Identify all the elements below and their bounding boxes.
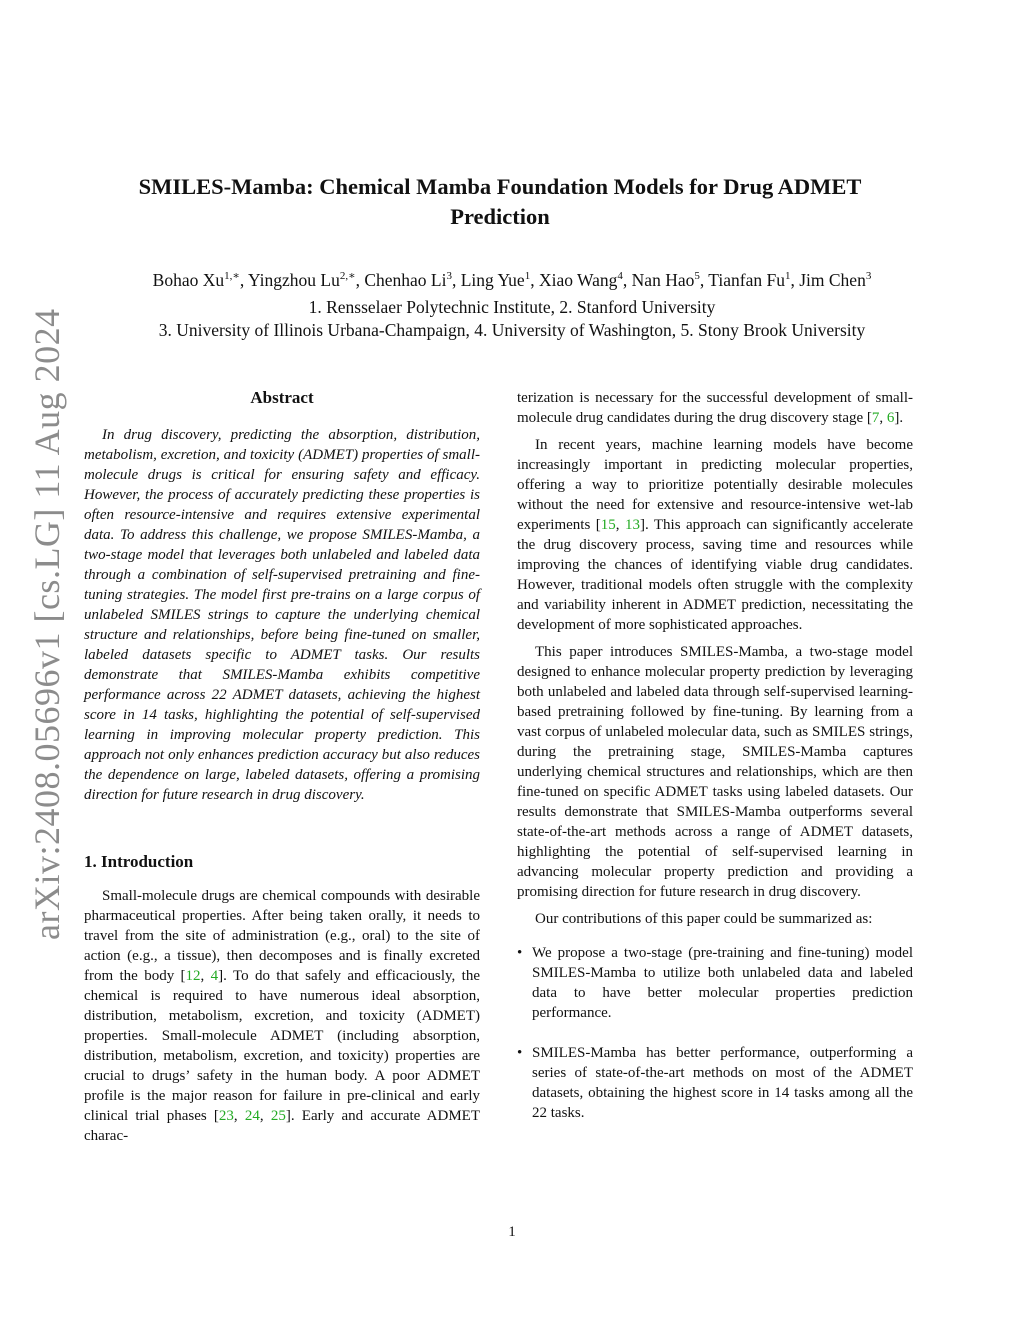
citation-link[interactable]: 15 <box>600 517 616 533</box>
author-name: Tianfan Fu <box>708 270 785 290</box>
citation-separator: , <box>259 1108 271 1124</box>
citation-link[interactable]: 12 <box>185 968 201 984</box>
page-number: 1 <box>508 1224 516 1240</box>
intro-paragraph-1 <box>84 886 480 1146</box>
affiliations-line-2: 3. University of Illinois Urbana-Champaign, 4. University of Washington, 5. Stony Brook University <box>158 320 866 340</box>
affiliations-line-1: 1. Rensselaer Polytechnic Institute, 2. Stanford University <box>308 297 716 317</box>
intro-paragraph-2 <box>517 435 913 635</box>
author-affiliation-mark: 2,∗ <box>339 270 356 283</box>
citation-separator: , <box>879 410 887 426</box>
author-name: Nan Hao <box>631 270 695 290</box>
paper-title: SMILES-Mamba: Chemical Mamba Foundation Models for Drug ADMET Prediction <box>138 174 862 229</box>
author-affiliation-mark: 4 <box>617 270 623 283</box>
citation-separator: , <box>200 968 211 984</box>
contributions-list <box>517 943 913 1123</box>
author-name: Jim Chen <box>799 270 866 290</box>
citation-link[interactable]: 7 <box>871 410 880 426</box>
author-affiliation-mark: 3 <box>446 270 452 283</box>
paragraph-text: ]. <box>894 410 904 426</box>
paragraph-text: In recent years, machine learning models have become increasingly important in predicting molecular properties, offering a way to prioritize potentially desirable molecules without the need for extensive and resource-intensive wet-lab experiments [ <box>517 437 913 533</box>
paragraph-text: ]. To do that safely and efficaciously, the chemical is required to have numerous ideal absorption, distribution, metabolism, excretion, and toxicity (ADMET) properties. Small-molecule ADMET (including absorption, distribution, metabolism, excretion, and toxicity) properties are crucial to drugs’ safety in the human body. A poor ADMET profile is the major reason for failure in pre-clinical and early clinical trial phases [ <box>84 968 480 1124</box>
citation-link[interactable]: 6 <box>886 410 895 426</box>
author-name: Chenhao Li <box>364 270 447 290</box>
list-item: • SMILES-Mamba has better performance, outperforming a series of state-of-the-art methods on most of the ADMET datasets, obtaining the highest score in 14 tasks among all the 22 tasks. <box>517 1043 913 1123</box>
paragraph-text: ]. This approach can significantly accelerate the drug discovery process, saving time and resources while improving the chances of identifying viable drug candidates. However, traditional models often struggle with the complexity and variability inherent in ADMET prediction, necessitating the development of more sophisticated approaches. <box>517 517 913 633</box>
list-item: • We propose a two-stage (pre-training and fine-tuning) model SMILES-Mamba to utilize both unlabeled data and labeled data to have better molecular properties prediction performance. <box>517 943 913 1023</box>
author-affiliation-mark: 3 <box>865 270 872 283</box>
author-affiliation-mark: 5 <box>694 270 700 283</box>
citation-separator: , <box>233 1108 245 1124</box>
author-name: Bohao Xu <box>152 270 225 290</box>
section-heading-introduction: 1. Introduction <box>84 852 194 871</box>
citation-link[interactable]: 23 <box>218 1108 234 1124</box>
paragraph-text: ]. Early and accurate ADMET charac- <box>84 1108 481 1144</box>
right-column <box>517 388 913 1143</box>
author-affiliation-mark: 1 <box>524 270 531 283</box>
author-list: Bohao $Xu^{1,∗}$, Yingzhou $Lu^{2,∗}$, Chenhao Li$^3$, Ling Yue$^1$, Xiao Wang$^4$, Nan Hao$^5$, Tianfan Fu$^1$, Jim Chen$^3$ <box>152 270 872 290</box>
author-name: Yingzhou Lu <box>247 270 340 290</box>
citation-link[interactable]: 13 <box>624 517 640 533</box>
citation-link[interactable]: 4 <box>210 968 219 984</box>
abstract-heading: Abstract <box>250 388 314 407</box>
intro-paragraph-1-continued <box>517 388 913 428</box>
citation-link[interactable]: 24 <box>244 1108 260 1124</box>
author-name: Ling Yue <box>460 270 525 290</box>
citation-separator: , <box>615 517 625 533</box>
intro-paragraph-4: Our contributions of this paper could be summarized as: <box>535 911 873 927</box>
left-column <box>84 384 480 1153</box>
paragraph-text: Small-molecule drugs are chemical compounds with desirable pharmaceutical properties. After being taken orally, it needs to travel from the site of administration (e.g., oral) to the site of action (e.g., a tissue), then decomposes and is finally excreted from the body [ <box>84 888 480 984</box>
citation-link[interactable]: 25 <box>270 1108 286 1124</box>
paragraph-text: terization is necessary for the successful development of small-molecule drug candidates during the drug discovery stage [ <box>517 390 913 426</box>
abstract-body: In drug discovery, predicting the absorption, distribution, metabolism, excretion, and toxicity (ADMET) properties of small-molecule drugs is critical for ensuring safety and efficacy. However, the process of accurately predicting these properties is often resource-intensive and requires extensive experimental data. To address this challenge, we propose SMILES-Mamba, a two-stage model that leverages both unlabeled and labeled data through a combination of self-supervised pretraining and fine-tuning strategies. The model first pre-trains on a large corpus of unlabeled SMILES strings to capture the underlying chemical structure and relationships, before being fine-tuned on smaller, labeled datasets specific to ADMET tasks. Our results demonstrate that SMILES-Mamba exhibits competitive performance across 22 ADMET datasets, achieving the highest score in 14 tasks, highlighting the potential of self-supervised learning in improving molecular property prediction. This approach not only enhances prediction accuracy but also reduces the dependence on large, labeled datasets, offering a promising direction for future research in drug discovery. <box>84 427 480 803</box>
author-name: Xiao Wang <box>538 270 618 290</box>
intro-paragraph-3: This paper introduces SMILES-Mamba, a two-stage model designed to enhance molecular property prediction by leveraging both unlabeled and labeled data through self-supervised learning-based pretraining followed by fine-tuning. By learning from a vast corpus of unlabeled molecular data, such as SMILES strings, during the pretraining stage, SMILES-Mamba captures underlying chemical structures and relationships, which are then fine-tuned on specific ADMET tasks using labeled datasets. Our results demonstrate that SMILES-Mamba outperforms several state-of-the-art methods across a range of ADMET datasets, highlighting the potential of self-supervised learning in advancing molecular property prediction and providing a promising direction for future research in drug discovery. <box>517 644 913 900</box>
author-affiliation-mark: 1,∗ <box>224 270 240 283</box>
author-affiliation-mark: 1 <box>784 270 791 283</box>
arxiv-identifier-stamp: arXiv:2408.05696v1 [cs.LG] 11 Aug 2024 <box>27 308 67 940</box>
